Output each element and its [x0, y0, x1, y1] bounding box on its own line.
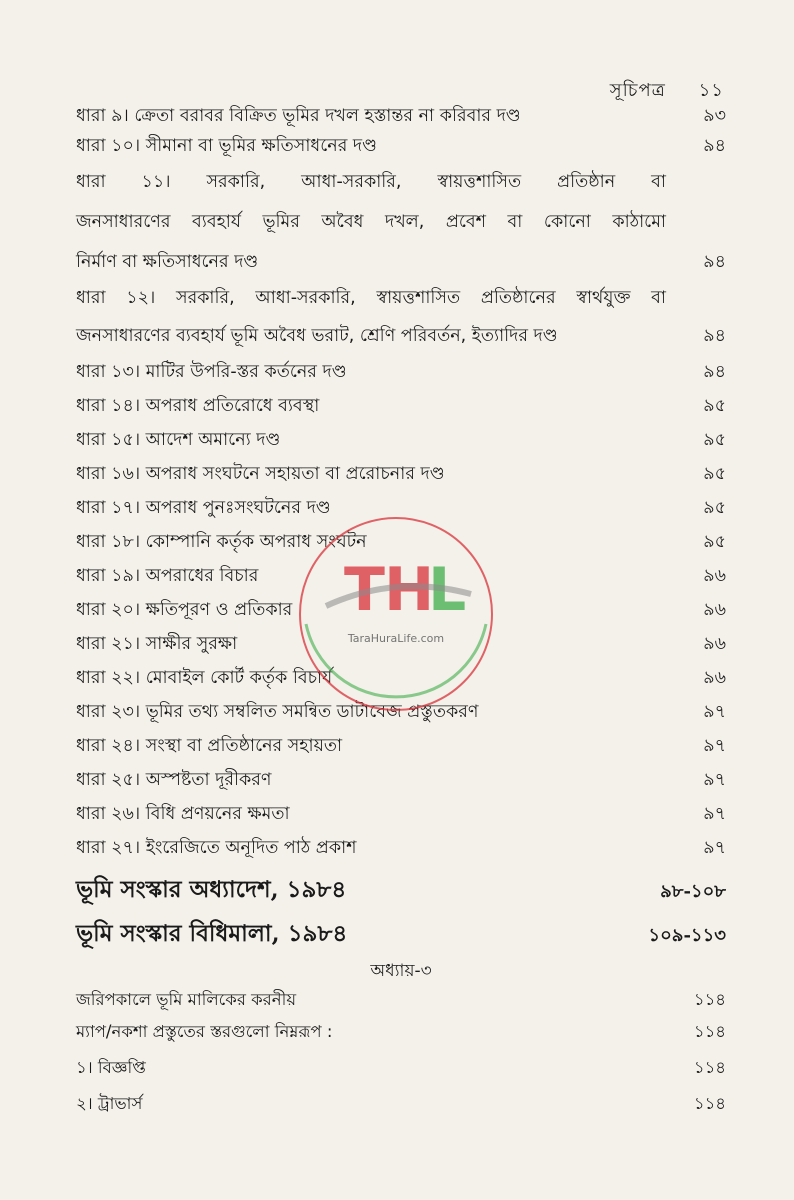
toc-major-page: ৯৮-১০৮ [660, 881, 726, 902]
toc-entry-title: ধারা ২২। মোবাইল কোর্ট কর্তৃক বিচার্য [76, 668, 333, 688]
toc-entry [76, 768, 726, 792]
toc-entry [76, 170, 726, 274]
toc-entry-page: ৯৪ [703, 136, 726, 156]
toc-major-title: ভূমি সংস্কার অধ্যাদেশ, ১৯৮৪ [76, 876, 347, 903]
toc-entry-title: ধারা ১৮। কোম্পানি কর্তৃক অপরাধ সংঘটন [76, 532, 367, 552]
toc-entry-page: ১১৪ [693, 1022, 726, 1041]
toc-entry-title: ধারা ২৭। ইংরেজিতে অনূদিত পাঠ প্রকাশ [76, 838, 357, 858]
toc-entry-page: ৯৪ [703, 362, 726, 382]
toc-major-entry [76, 918, 726, 952]
toc-entry-line: ধারা ১২। সরকারি, আধা-সরকারি, স্বায়ত্তশাসিত প্রতিষ্ঠানের স্বার্থযুক্ত বা [76, 288, 666, 308]
toc-entry-title: ধারা ১৯। অপরাধের বিচার [76, 566, 259, 586]
running-head [584, 76, 724, 107]
toc-entry [76, 462, 726, 486]
toc-entry-page: ৯৬ [703, 668, 726, 688]
toc-entry-title: ম্যাপ/নকশা প্রস্তুতের স্তরগুলো নিম্নরূপ : [76, 1022, 333, 1041]
watermark-logo [296, 514, 496, 714]
toc-entry [76, 394, 726, 418]
toc-entry [76, 988, 726, 1012]
toc-entry-page: ৯৪ [703, 252, 726, 272]
toc-entry-page: ৯৪ [703, 326, 726, 346]
toc-entry-title: ধারা ২০। ক্ষতিপূরণ ও প্রতিকার [76, 600, 293, 620]
toc-entry [76, 104, 726, 128]
toc-entry-page: ৯৫ [703, 464, 726, 484]
toc-entry [76, 1056, 726, 1080]
toc-entry [76, 286, 726, 348]
toc-entry-page: ৯৫ [703, 498, 726, 518]
toc-entry-page: ৯৭ [703, 736, 726, 756]
toc-entry-page: ১১৪ [693, 990, 726, 1009]
toc-entry-title: ধারা ২৪। সংস্থা বা প্রতিষ্ঠানের সহায়তা [76, 736, 343, 756]
toc-major-entry [76, 874, 726, 908]
toc-entry [76, 360, 726, 384]
toc-entry-title: ধারা ১৪। অপরাধ প্রতিরোধে ব্যবস্থা [76, 396, 320, 416]
toc-entry-page: ৯৫ [703, 532, 726, 552]
toc-entry-title: ধারা ২৬। বিধি প্রণয়নের ক্ষমতা [76, 804, 290, 824]
toc-entry-title: ধারা ১৭। অপরাধ পুনঃসংঘটনের দণ্ড [76, 498, 331, 518]
toc-entry-title: ধারা ২১। সাক্ষীর সুরক্ষা [76, 634, 238, 654]
toc-entry-title: ধারা ২৫। অস্পষ্টতা দূরীকরণ [76, 770, 272, 790]
toc-major-title: ভূমি সংস্কার বিধিমালা, ১৯৮৪ [76, 920, 348, 947]
toc-entry-page: ৯৭ [703, 702, 726, 722]
toc-entry [76, 802, 726, 826]
chapter-heading: অধ্যায়-৩ [370, 961, 432, 981]
running-head-title: সূচিপত্র [609, 80, 666, 101]
watermark-letter-t: T [344, 555, 385, 625]
toc-entry-title: ধারা ১০। সীমানা বা ভূমির ক্ষতিসাধনের দণ্ড [76, 136, 377, 156]
toc-entry-line: জনসাধারণের ব্যবহার্য ভূমির অবৈধ দখল, প্রবেশ বা কোনো কাঠামো [76, 212, 666, 232]
toc-entry-page: ১১৪ [693, 1094, 726, 1113]
watermark-letter-h: H [384, 555, 435, 625]
toc-entry-page: ৯৬ [703, 634, 726, 654]
toc-entry [76, 428, 726, 452]
toc-entry-page: ৯৬ [703, 566, 726, 586]
toc-entry-page: ৯৭ [703, 770, 726, 790]
toc-entry-line: নির্মাণ বা ক্ষতিসাধনের দণ্ড [76, 252, 259, 272]
watermark-text: TaraHuraLife.com [347, 632, 445, 645]
toc-entry-title: ধারা ২৩। ভূমির তথ্য সম্বলিত সমন্বিত ডাটাবেজ প্রস্তুতকরণ [76, 702, 479, 722]
toc-entry-title: ২। ট্রাভার্স [76, 1094, 143, 1113]
toc-entry-title: ধারা ৯। ক্রেতা বরাবর বিক্রিত ভূমির দখল হস্তান্তর না করিবার দণ্ড [76, 106, 521, 126]
toc-entry-line: জনসাধারণের ব্যবহার্য ভূমি অবৈধ ভরাট, শ্রেণি পরিবর্তন, ইত্যাদির দণ্ড [76, 326, 558, 346]
toc-major-page: ১০৯-১১৩ [648, 925, 726, 946]
toc-entry-line: ধারা ১১। সরকারি, আধা-সরকারি, স্বায়ত্তশাসিত প্রতিষ্ঠান বা [76, 172, 666, 192]
running-head-page: ১১ [698, 80, 724, 101]
toc-entry-title: ধারা ১৫। আদেশ অমান্যে দণ্ড [76, 430, 281, 450]
toc-entry-title: ধারা ১৬। অপরাধ সংঘটনে সহায়তা বা প্ররোচনার দণ্ড [76, 464, 445, 484]
toc-entry-page: ৯৩ [703, 106, 726, 126]
toc-entry-title: ধারা ১৩। মাটির উপরি-স্তর কর্তনের দণ্ড [76, 362, 347, 382]
toc-entry [76, 734, 726, 758]
toc-entry [76, 836, 726, 860]
toc-entry-page: ৯৭ [703, 838, 726, 858]
toc-entry [76, 1020, 726, 1044]
toc-entry [76, 134, 726, 158]
watermark-letter-l: L [428, 555, 467, 625]
toc-entry [76, 1092, 726, 1116]
toc-entry-page: ৯৫ [703, 430, 726, 450]
toc-entry-title: জরিপকালে ভূমি মালিকের করনীয় [76, 990, 297, 1009]
toc-entry-page: ১১৪ [693, 1058, 726, 1077]
toc-entry-title: ১। বিজ্ঞপ্তি [76, 1058, 146, 1077]
toc-entry-page: ৯৫ [703, 396, 726, 416]
toc-entry-page: ৯৭ [703, 804, 726, 824]
toc-entry-page: ৯৬ [703, 600, 726, 620]
